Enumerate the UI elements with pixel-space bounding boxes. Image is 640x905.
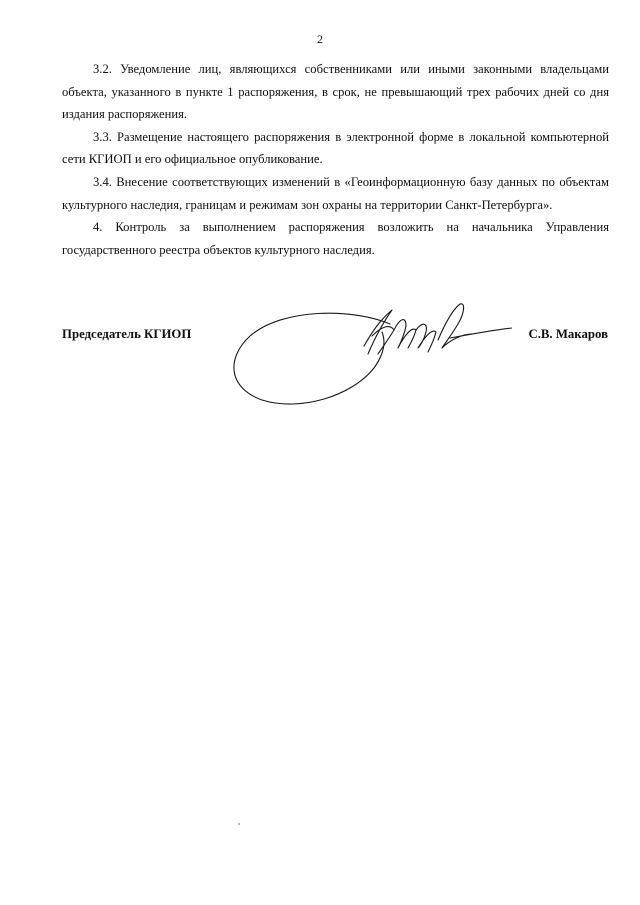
signatory-title: Председатель КГИОП [62, 327, 192, 341]
paragraph-3-3: 3.3. Размещение настоящего распоряжения в электронной форме в локальной компьютерной сети КГИОП и его официальное опубликование. [62, 129, 609, 167]
page-number: 2 [317, 32, 323, 46]
paragraph-4: 4. Контроль за выполнением распоряжения возложить на начальника Управления государственного реестра объектов культурного наследия. [62, 220, 609, 257]
paragraph-3-2: 3.2. Уведомление лиц, являющихся собственниками или иными законными владельцами объекта, указанного в пункте 1 распоряжения, в срок, не превышающий трех рабочих дней со дня издания распоряжения. [62, 62, 609, 122]
document-body [62, 58, 609, 261]
paragraph-3-4: 3.4. Внесение соответствующих изменений в «Геоинформационную базу данных по объектам культурного наследия, границам и режимам зон охраны на территории Санкт-Петербурга». [62, 174, 609, 212]
handwritten-signature [222, 296, 512, 416]
signatory-name: С.В. Макаров [528, 327, 608, 341]
scan-speck [238, 823, 240, 825]
